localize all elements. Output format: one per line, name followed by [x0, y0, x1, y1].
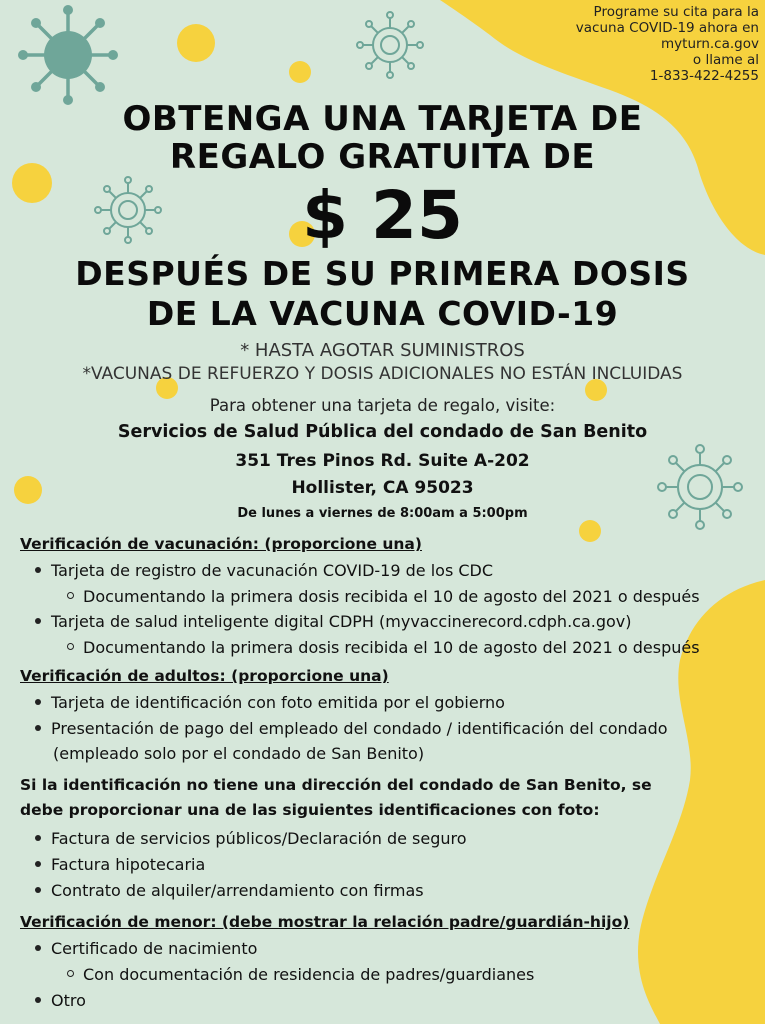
list-item [35, 991, 86, 1010]
street-address: 351 Tres Pinos Rd. Suite A-202 [235, 451, 530, 471]
address-requirement-line-2: debe proporcionar una de las siguientes identificaciones con foto: [20, 801, 600, 819]
list-item [35, 693, 505, 712]
list-item [35, 939, 257, 958]
list-item [35, 855, 205, 874]
headline-line-4: DE LA VACUNA COVID-19 [146, 294, 619, 333]
appointment-line: vacuna COVID-19 ahora en [575, 20, 759, 36]
office-hours: De lunes a viernes de 8:00am a 5:00pm [237, 506, 528, 521]
list-item [67, 965, 534, 984]
appointment-info [529, 4, 759, 84]
booster-note: *VACUNAS DE REFUERZO Y DOSIS ADICIONALES NO ESTÁN INCLUIDAS [82, 364, 683, 384]
list-item [35, 561, 493, 580]
bullet-icon [35, 567, 41, 573]
list-item-text: Tarjeta de identificación con foto emitida por el gobierno [51, 693, 505, 712]
phone-number: 1-833-422-4255 [649, 68, 759, 84]
bullet-icon [35, 725, 41, 731]
list-item-text: Certificado de nacimiento [51, 939, 258, 958]
list-item-continuation: (empleado solo por el condado de San Benito) [53, 744, 425, 763]
bullet-icon [35, 835, 41, 841]
bullet-icon [35, 945, 41, 951]
city-address: Hollister, CA 95023 [291, 478, 474, 498]
list-item [35, 719, 668, 738]
list-item-text: Tarjeta de registro de vacunación COVID-19 de los CDC [51, 561, 494, 580]
list-item-text: Documentando la primera dosis recibida el 10 de agosto del 2021 o después [83, 638, 700, 657]
gift-card-amount: $ 25 [302, 177, 463, 254]
sub-bullet-icon [67, 592, 74, 599]
list-item [35, 612, 632, 631]
list-item-text: Contrato de alquiler/arrendamiento con firmas [51, 881, 424, 900]
list-item-text: Con documentación de residencia de padres/guardianes [83, 965, 535, 984]
visit-instruction: Para obtener una tarjeta de regalo, visite: [209, 396, 556, 415]
list-item-text: Documentando la primera dosis recibida el 10 de agosto del 2021 o después [83, 587, 700, 606]
bullet-icon [35, 861, 41, 867]
appointment-line: o llame al [692, 52, 759, 68]
list-item-text: Presentación de pago del empleado del condado / identificación del condado [51, 719, 668, 738]
organization-name: Servicios de Salud Pública del condado de San Benito [117, 422, 648, 442]
bullet-icon [35, 997, 41, 1003]
minors-section-title: Verificación de menor: (debe mostrar la relación padre/guardián-hijo) [20, 913, 630, 931]
list-item-text: Factura de servicios públicos/Declaración de seguro [51, 829, 467, 848]
bullet-icon [35, 618, 41, 624]
headline-line-2: REGALO GRATUITA DE [169, 137, 596, 177]
website-text: myturn.ca.gov [661, 36, 759, 52]
headline-line-3: DESPUÉS DE SU PRIMERA DOSIS [75, 254, 690, 293]
list-item [35, 829, 467, 848]
bullet-icon [35, 887, 41, 893]
address-requirement-line-1: Si la identificación no tiene una dirección del condado de San Benito, se [20, 776, 652, 794]
list-item [67, 638, 700, 657]
sub-bullet-icon [67, 643, 74, 650]
supply-note: * HASTA AGOTAR SUMINISTROS [240, 340, 525, 361]
list-item-text: Factura hipotecaria [51, 855, 206, 874]
vaccination-section-title: Verificación de vacunación: (proporcione una) [20, 535, 422, 553]
list-item [35, 881, 424, 900]
headline-line-1: OBTENGA UNA TARJETA DE [122, 99, 643, 139]
list-item-text: Otro [51, 991, 86, 1010]
appointment-line: Programe su cita para la [593, 4, 759, 20]
sub-bullet-icon [67, 970, 74, 977]
adults-section-title: Verificación de adultos: (proporcione una) [20, 667, 389, 685]
list-item-text: Tarjeta de salud inteligente digital CDPH (myvaccinerecord.cdph.ca.gov) [51, 612, 632, 631]
list-item [67, 587, 700, 606]
bullet-icon [35, 699, 41, 705]
